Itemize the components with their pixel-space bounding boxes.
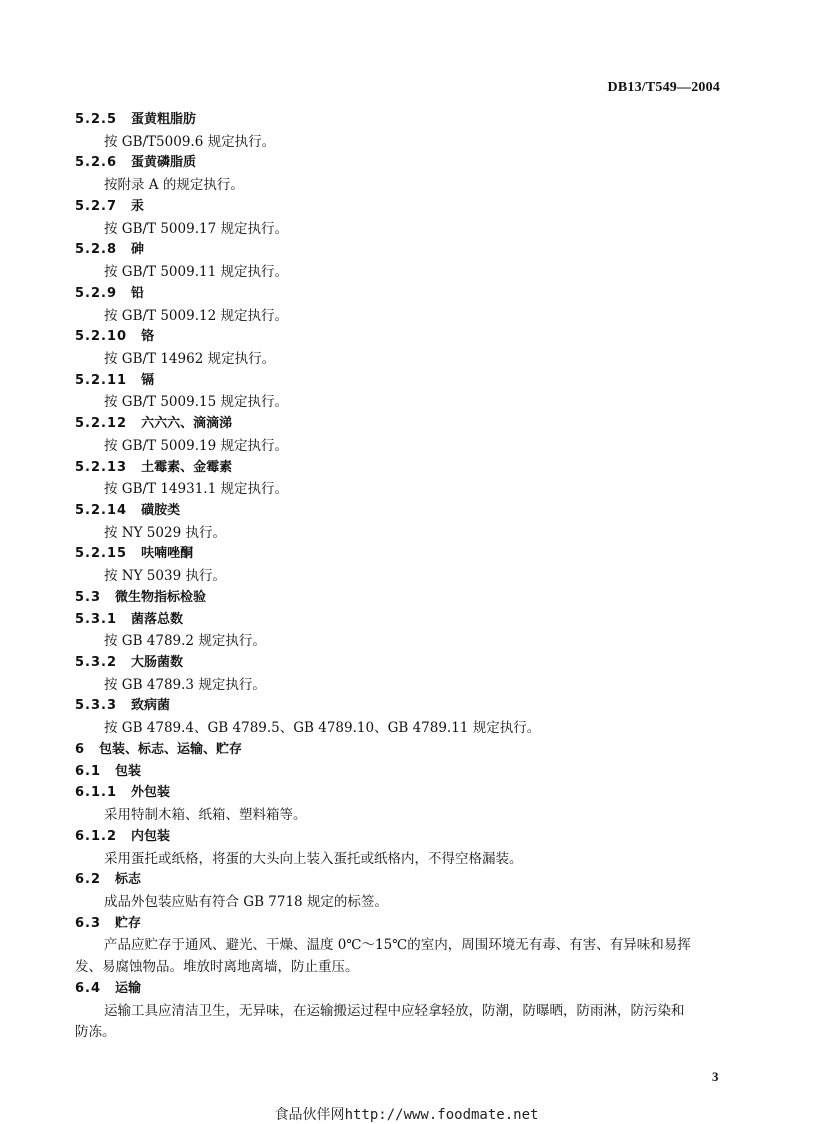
paragraph-text: 按 GB 4789.2 规定执行。: [104, 633, 266, 650]
section-number: 5.2.6: [75, 155, 118, 171]
section-title: 六六六、滴滴涕: [141, 416, 233, 432]
section-title: 标志: [115, 872, 142, 888]
paragraph-text: 按 GB/T5009.6 规定执行。: [104, 133, 276, 150]
paragraph-text: 按 GB/T 14962 规定执行。: [104, 350, 276, 367]
section-title: 磺胺类: [141, 503, 181, 518]
section-number: 6.3: [75, 915, 102, 931]
section-title: 呋喃唑酮: [141, 546, 194, 562]
section-number: 6.2: [75, 872, 102, 888]
section-heading: [75, 980, 141, 998]
paragraph-text: 按 GB/T 5009.15 规定执行。: [104, 394, 288, 411]
section-number: 6.1: [75, 763, 102, 779]
section-title: 大肠菌数: [131, 655, 184, 670]
section-title: 土霉素、金霉素: [141, 459, 233, 475]
section-heading: [75, 111, 196, 129]
section-heading: [75, 502, 180, 520]
section-title: 铬: [141, 329, 155, 345]
section-number: 5.2.10: [75, 329, 128, 345]
section-number: 5.2.9: [75, 285, 118, 301]
section-number: 5.2.13: [75, 459, 128, 475]
section-number: 5.2.7: [75, 198, 118, 214]
section-heading: [75, 915, 141, 933]
section-heading: [75, 697, 170, 715]
section-heading: [75, 611, 183, 629]
section-heading: [75, 741, 242, 759]
footer-watermark: [0, 1104, 813, 1124]
section-title: 包装: [115, 763, 142, 779]
section-number: 5.2.11: [75, 372, 128, 388]
section-number: 5.2.8: [75, 242, 118, 258]
paragraph-continuation: 发、易腐蚀物品。堆放时离地离墙，防止重压。: [75, 959, 359, 976]
paragraph-text: 采用蛋托或纸格，将蛋的大头向上装入蛋托或纸格内，不得空格漏装。: [104, 850, 523, 867]
section-heading: [75, 828, 170, 846]
paragraph-text: 按 GB/T 5009.12 规定执行。: [104, 307, 288, 324]
paragraph-text: 按 NY 5029 执行。: [104, 524, 226, 541]
paragraph-text: 按附录 A 的规定执行。: [104, 177, 244, 194]
section-heading: [75, 459, 232, 477]
section-heading: [75, 784, 170, 802]
section-number: 5.3: [75, 589, 102, 605]
page-number: 3: [712, 1069, 719, 1084]
section-heading: [75, 198, 144, 216]
section-title: 致病菌: [131, 698, 171, 714]
section-number: 5.3.3: [75, 698, 118, 714]
footer-url[interactable]: http://www.foodmate.net: [344, 1107, 539, 1123]
section-title: 铅: [131, 285, 145, 301]
section-heading: [75, 241, 144, 259]
paragraph-text: 按 NY 5039 执行。: [104, 568, 226, 585]
section-number: 5.2.12: [75, 416, 128, 432]
footer-site-name: 食品伙伴网: [274, 1107, 345, 1123]
section-title: 包装、标志、运输、贮存: [99, 741, 243, 757]
paragraph-text: 按 GB/T 5009.17 规定执行。: [104, 220, 288, 237]
section-heading: [75, 285, 144, 303]
section-number: 5.3.2: [75, 655, 118, 670]
section-title: 微生物指标检验: [115, 589, 207, 605]
section-heading: [75, 154, 196, 172]
paragraph-text: 按 GB/T 5009.19 规定执行。: [104, 437, 288, 454]
section-heading: [75, 654, 183, 672]
paragraph-text: 按 GB/T 5009.11 规定执行。: [104, 264, 288, 280]
paragraph-text: 采用特制木箱、纸箱、塑料箱等。: [104, 807, 307, 823]
paragraph-text: 成品外包装应贴有符合 GB 7718 规定的标签。: [104, 893, 388, 910]
paragraph-text: 按 GB/T 14931.1 规定执行。: [104, 481, 288, 498]
section-number: 6: [75, 741, 86, 757]
section-number: 6.4: [75, 980, 102, 996]
section-number: 5.3.1: [75, 611, 118, 627]
paragraph-text: 按 GB 4789.3 规定执行。: [104, 676, 266, 693]
section-heading: [75, 415, 232, 433]
section-heading: [75, 871, 141, 889]
section-title: 蛋黄磷脂质: [131, 155, 197, 171]
section-title: 内包装: [131, 828, 171, 844]
section-title: 菌落总数: [131, 611, 184, 627]
section-heading: [75, 372, 154, 390]
section-title: 贮存: [115, 915, 142, 931]
section-title: 汞: [131, 198, 145, 214]
standard-code: DB13/T549—2004: [607, 80, 720, 95]
section-number: 5.2.14: [75, 503, 128, 518]
section-heading: [75, 328, 154, 346]
section-number: 6.1.1: [75, 785, 118, 801]
section-number: 5.2.15: [75, 546, 128, 562]
section-title: 镉: [141, 372, 155, 388]
section-heading: [75, 589, 206, 607]
section-title: 砷: [131, 242, 145, 258]
section-title: 运输: [115, 980, 142, 996]
paragraph-text: 产品应贮存于通风、避光、干燥、温度 0℃～15℃的室内，周围环境无有毒、有害、有异味和易挥: [104, 937, 691, 954]
paragraph-continuation: 防冻。: [75, 1024, 116, 1041]
section-number: 5.2.5: [75, 112, 118, 127]
section-number: 6.1.2: [75, 828, 118, 844]
section-heading: [75, 545, 193, 563]
paragraph-text: 按 GB 4789.4、GB 4789.5、GB 4789.10、GB 4789.11 规定执行。: [104, 720, 541, 737]
section-title: 外包装: [131, 785, 171, 801]
section-heading: [75, 763, 141, 781]
paragraph-text: 运输工具应清洁卫生，无异味，在运输搬运过程中应轻拿轻放，防潮，防曝晒，防雨淋，防污染和: [104, 1002, 685, 1019]
section-title: 蛋黄粗脂肪: [131, 112, 197, 127]
